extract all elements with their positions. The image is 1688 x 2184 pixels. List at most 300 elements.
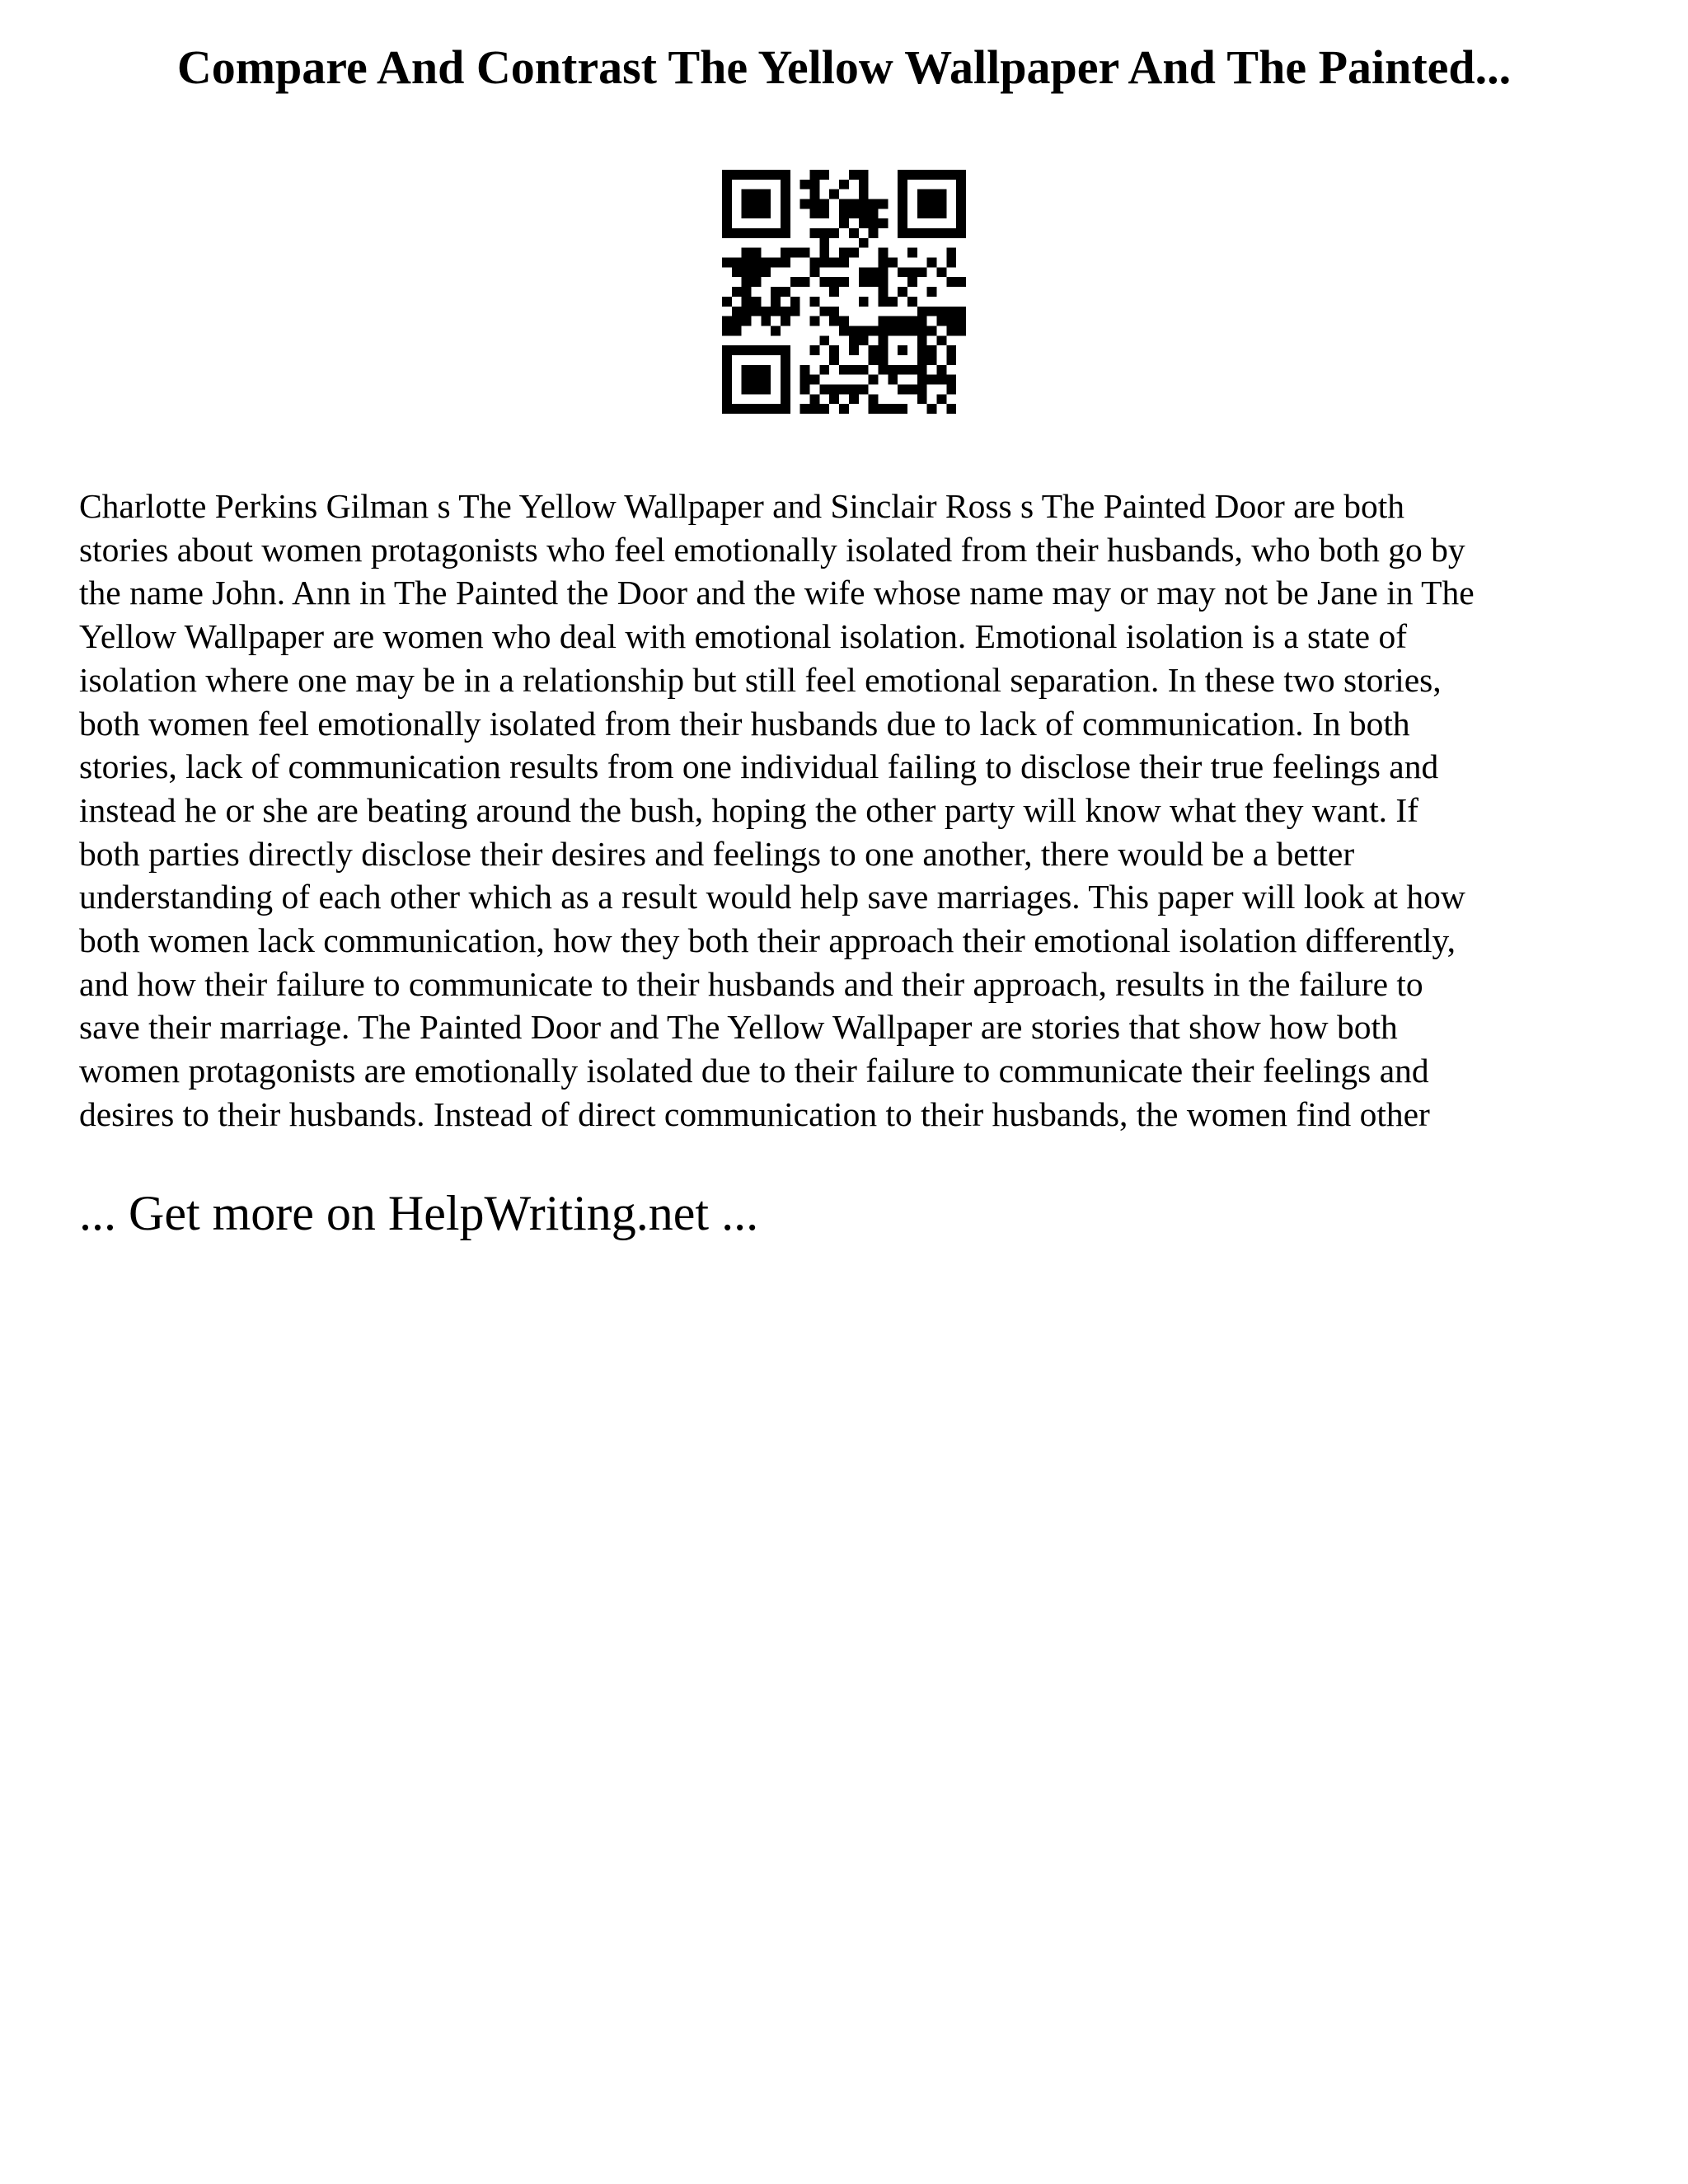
qr-module [936,394,946,404]
qr-module [917,345,927,355]
qr-module [869,404,879,414]
qr-module [810,267,820,277]
qr-module [819,277,829,287]
body-line: stories about women protagonists who feel emotionally isolated from their husbands, who both go by [79,530,1465,569]
qr-module [771,287,781,297]
qr-module [771,228,781,238]
qr-module [781,394,790,404]
qr-module [781,404,790,414]
qr-module [829,228,839,238]
qr-module [859,335,869,345]
qr-module [917,394,927,404]
qr-module [722,170,732,180]
qr-module [781,355,790,365]
qr-module [810,228,820,238]
qr-module [761,267,771,277]
qr-module [946,316,956,326]
qr-module [907,170,917,180]
qr-module [742,228,752,238]
qr-module [898,384,907,394]
qr-module [946,375,956,385]
qr-module [849,170,859,180]
qr-module [849,228,859,238]
qr-module [956,228,966,238]
qr-module [869,228,879,238]
qr-module [946,307,956,316]
qr-module [781,248,790,258]
qr-module [761,199,771,209]
qr-module [839,180,849,190]
qr-module [800,277,810,287]
qr-module [722,180,732,190]
qr-module [752,307,762,316]
qr-module [771,326,781,335]
qr-module [829,384,839,394]
qr-module [859,190,869,199]
qr-module [898,180,907,190]
qr-module [898,365,907,375]
qr-module [898,287,907,297]
qr-module [752,209,762,218]
qr-module [800,404,810,414]
qr-module [878,258,888,268]
qr-module [752,277,762,287]
qr-module [819,258,829,268]
qr-module [907,365,917,375]
qr-module [927,287,937,297]
body-line: both women feel emotionally isolated from their husbands due to lack of communication. In both [79,704,1410,743]
qr-module [888,297,898,307]
qr-module [907,277,917,287]
qr-module [917,335,927,345]
qr-module [742,404,752,414]
qr-module [956,190,966,199]
qr-module [936,335,946,345]
qr-module [878,335,888,345]
qr-module [859,384,869,394]
qr-module [761,316,771,326]
qr-module [771,404,781,414]
qr-module [771,297,781,307]
qr-module [839,365,849,375]
qr-module [732,345,742,355]
qr-module [800,180,810,190]
qr-module [722,394,732,404]
qr-module [722,199,732,209]
qr-module [907,384,917,394]
body-line: Yellow Wallpaper are women who deal with emotional isolation. Emotional isolation is a state of [79,617,1408,656]
body-line: both parties directly disclose their desires and feelings to one another, there would be a better [79,834,1355,873]
qr-module [732,228,742,238]
qr-module [927,209,937,218]
qr-module [742,384,752,394]
body-line: isolation where one may be in a relationship but still feel emotional separation. In these two stories, [79,660,1442,699]
qr-module [878,199,888,209]
qr-module [752,345,762,355]
qr-module [888,404,898,414]
qr-module [946,345,956,355]
qr-module [869,375,879,385]
qr-module [732,258,742,268]
qr-module [800,248,810,258]
qr-module [732,326,742,335]
qr-module [819,365,829,375]
qr-module [800,365,810,375]
qr-module [849,335,859,345]
qr-module [849,345,859,355]
qr-module [742,170,752,180]
qr-module [898,190,907,199]
qr-module [849,209,859,218]
qr-module [781,228,790,238]
qr-module [829,190,839,199]
qr-module [742,307,752,316]
qr-module [752,170,762,180]
qr-module [917,190,927,199]
qr-module [859,365,869,375]
qr-module [800,199,810,209]
qr-module [829,307,839,316]
qr-module [732,316,742,326]
qr-module [839,248,849,258]
qr-module [907,297,917,307]
qr-module [878,365,888,375]
body-line: stories, lack of communication results from one individual failing to disclose their true feelings and [79,748,1439,786]
qr-module [742,190,752,199]
qr-module [849,394,859,404]
qr-module [839,316,849,326]
qr-module [810,316,820,326]
qr-module [878,267,888,277]
qr-module [781,199,790,209]
body-line: understanding of each other which as a result would help save marriages. This paper will look at how [79,878,1465,916]
qr-module [781,375,790,385]
qr-module [859,297,869,307]
qr-module [722,345,732,355]
body-line: Charlotte Perkins Gilman s The Yellow Wallpaper and Sinclair Ross s The Painted Door are both [79,487,1405,525]
qr-module [771,345,781,355]
qr-module [956,326,966,335]
qr-module [781,258,790,268]
qr-module [888,316,898,326]
qr-module [859,326,869,335]
qr-module [752,258,762,268]
qr-module [742,248,752,258]
qr-module [898,228,907,238]
qr-module [927,345,937,355]
qr-module [781,287,790,297]
qr-module [781,190,790,199]
qr-module [927,404,937,414]
qr-module [839,384,849,394]
qr-module [898,170,907,180]
qr-module [761,170,771,180]
qr-module [829,287,839,297]
qr-module [917,209,927,218]
body-line: both women lack communication, how they both their approach their emotional isolation differently, [79,921,1456,960]
qr-module [936,209,946,218]
qr-module [761,190,771,199]
qr-module [898,326,907,335]
qr-module [752,248,762,258]
qr-module [859,267,869,277]
qr-module [907,228,917,238]
qr-module [771,258,781,268]
qr-module [839,218,849,228]
qr-module [742,258,752,268]
body-line: desires to their husbands. Instead of direct communication to their husbands, the women find other [79,1094,1430,1133]
qr-module [927,228,937,238]
qr-module [810,170,820,180]
qr-module [898,218,907,228]
qr-module [819,170,829,180]
qr-module [810,345,820,355]
qr-module [752,190,762,199]
qr-module [722,228,732,238]
qr-module [752,365,762,375]
qr-module [771,170,781,180]
qr-module [936,170,946,180]
qr-module [946,258,956,268]
qr-module [927,190,937,199]
qr-module [878,218,888,228]
qr-module [936,375,946,385]
qr-module [956,199,966,209]
qr-module [829,345,839,355]
qr-module [810,394,820,404]
qr-module [732,287,742,297]
qr-module [917,307,927,316]
qr-module [869,326,879,335]
qr-module [878,404,888,414]
qr-module [859,199,869,209]
qr-module [810,375,820,385]
qr-module [819,307,829,316]
qr-module [819,404,829,414]
qr-module [790,277,800,287]
qr-module [819,199,829,209]
qr-module [956,316,966,326]
qr-module [869,277,879,287]
qr-module [936,365,946,375]
qr-module [849,384,859,394]
qr-module [722,375,732,385]
qr-module [869,355,879,365]
qr-module [946,384,956,394]
qr-module [819,335,829,345]
qr-module [869,209,879,218]
qr-module [956,209,966,218]
qr-module [752,404,762,414]
qr-module [839,404,849,414]
qr-module [917,375,927,385]
qr-module [946,228,956,238]
qr-module [781,365,790,375]
qr-module [742,297,752,307]
qr-code-icon [722,170,966,414]
qr-module [878,326,888,335]
qr-module [819,248,829,258]
qr-module [927,375,937,385]
qr-module [839,199,849,209]
qr-module [810,297,820,307]
qr-module [722,355,732,365]
qr-module [936,316,946,326]
qr-module [781,384,790,394]
qr-module [898,345,907,355]
qr-module [917,384,927,394]
qr-module [722,326,732,335]
qr-module [869,199,879,209]
qr-module [722,384,732,394]
qr-module [722,209,732,218]
qr-module [781,209,790,218]
qr-module [859,209,869,218]
qr-module [761,209,771,218]
qr-module [907,267,917,277]
qr-module [917,316,927,326]
qr-module [898,209,907,218]
qr-module [829,277,839,287]
qr-module [810,190,820,199]
qr-module [781,307,790,316]
qr-module [917,365,927,375]
qr-module [878,345,888,355]
qr-module [819,384,829,394]
qr-module [752,199,762,209]
qr-module [742,365,752,375]
document-title: Compare And Contrast The Yellow Wallpaper And The Painted... [176,40,1512,94]
qr-module [732,170,742,180]
qr-module [956,170,966,180]
qr-module [722,258,732,268]
qr-module [752,228,762,238]
qr-module [917,326,927,335]
qr-module [742,375,752,385]
qr-module [878,277,888,287]
qr-module [936,199,946,209]
qr-module [810,199,820,209]
qr-module [849,326,859,335]
qr-module [878,248,888,258]
qr-module [859,170,869,180]
qr-module [898,404,907,414]
qr-module [859,218,869,228]
qr-module [829,394,839,404]
qr-module [888,365,898,375]
qr-module [742,345,752,355]
body-line: and how their failure to communicate to their husbands and their approach, results in the failure to [79,964,1423,1003]
qr-module [907,326,917,335]
qr-module [927,199,937,209]
qr-module [722,404,732,414]
qr-module [927,258,937,268]
qr-module [859,277,869,287]
qr-module [732,307,742,316]
qr-module [761,365,771,375]
qr-module [917,199,927,209]
qr-module [946,277,956,287]
qr-module [761,384,771,394]
qr-module [869,218,879,228]
qr-module [742,316,752,326]
body-line: instead he or she are beating around the bush, hoping the other party will know what they want. If [79,790,1418,829]
qr-module [936,190,946,199]
qr-module [927,355,937,365]
qr-module [859,180,869,190]
qr-module [810,404,820,414]
qr-module [742,287,752,297]
qr-module [878,316,888,326]
qr-module [722,297,732,307]
qr-module [810,209,820,218]
qr-module [946,355,956,365]
body-line: women protagonists are emotionally isolated due to their failure to communicate their feelings and [79,1052,1429,1090]
qr-module [722,365,732,375]
qr-module [849,199,859,209]
qr-module [898,199,907,209]
qr-module [829,316,839,326]
qr-module [956,180,966,190]
qr-module [761,375,771,385]
qr-module [742,199,752,209]
qr-module [819,209,829,218]
qr-module [790,307,800,316]
qr-module [800,384,810,394]
qr-module [917,355,927,365]
qr-module [761,228,771,238]
qr-module [849,365,859,375]
qr-module [888,258,898,268]
qr-module [722,316,732,326]
qr-module [800,375,810,385]
qr-module [878,297,888,307]
qr-module [869,394,879,404]
qr-module [907,316,917,326]
qr-module [888,326,898,335]
qr-module [869,345,879,355]
qr-module [927,170,937,180]
body-line: the name John. Ann in The Painted the Door and the wife whose name may or may not be Jane in The [79,574,1475,612]
qr-module [907,248,917,258]
qr-module [936,228,946,238]
qr-module [917,267,927,277]
qr-module [761,404,771,414]
qr-module [752,267,762,277]
qr-module [829,355,839,365]
body-paragraph [79,485,1612,1137]
get-more-link[interactable]: ... Get more on HelpWriting.net ... [79,1186,759,1240]
qr-module [927,326,937,335]
qr-module [761,258,771,268]
qr-module [771,307,781,316]
qr-module [722,218,732,228]
qr-module [927,307,937,316]
qr-module [790,248,800,258]
qr-module [752,375,762,385]
qr-module [829,258,839,268]
qr-module [732,267,742,277]
qr-module [898,267,907,277]
qr-module [936,267,946,277]
qr-module [888,375,898,385]
body-line: save their marriage. The Painted Door and The Yellow Wallpaper are stories that show how both [79,1008,1398,1047]
qr-module [781,170,790,180]
qr-module [869,267,879,277]
qr-module [946,326,956,335]
qr-module [742,277,752,287]
qr-module [956,277,966,287]
